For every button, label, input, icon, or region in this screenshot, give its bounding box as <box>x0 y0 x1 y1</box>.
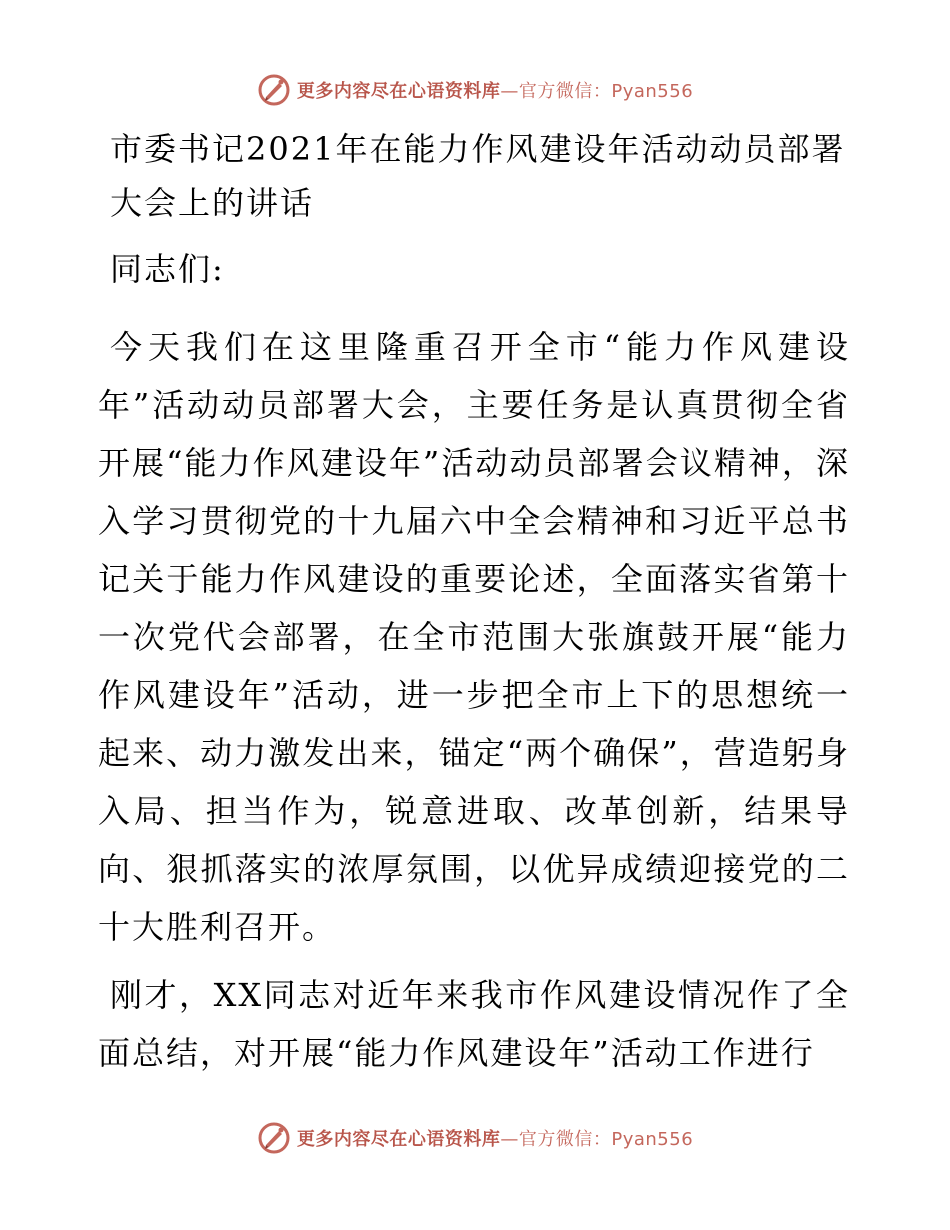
watermark-wechat-label: 官方微信： <box>518 1129 612 1150</box>
watermark-wechat-label: 官方微信： <box>518 81 612 102</box>
watermark-dash: — <box>500 81 519 102</box>
watermark-text <box>297 1125 693 1151</box>
document-body <box>98 122 850 1092</box>
watermark-wechat-id: Pyan556 <box>611 1129 694 1150</box>
paragraph-1: 今天我们在这里隆重召开全市“能力作风建设年”活动动员部署大会，主要任务是认真贯彻全省开展“能力作风建设年”活动动员部署会议精神，深入学习贯彻党的十九届六中全会精神和习近平总书记关于能力作风建设的重要论述，全面落实省第十一次党代会部署，在全市范围大张旗鼓开展“能力作风建设年”活动，进一步把全市上下的思想统一起来、动力激发出来，锚定“两个确保”，营造躬身入局、担当作为，锐意进取、改革创新，结果导向、狠抓落实的浓厚氛围，以优异成绩迎接党的二十大胜利召开。 <box>98 328 850 946</box>
watermark-dash: — <box>500 1129 519 1150</box>
watermark-wechat-id: Pyan556 <box>611 81 694 102</box>
header-watermark-banner <box>0 70 950 110</box>
document-title: 市委书记2021年在能力作风建设年活动动员部署大会上的讲话 <box>110 130 846 222</box>
paragraph-2: 刚才，XX同志对近年来我市作风建设情况作了全面总结，对开展“能力作风建设年”活动工作进行 <box>98 976 850 1072</box>
watermark-site-text: 更多内容尽在心语资料库 <box>296 1129 501 1150</box>
watermark-text <box>297 77 693 103</box>
feather-pen-logo-icon <box>257 73 291 107</box>
document-greeting: 同志们: <box>110 250 225 288</box>
feather-pen-logo-icon <box>257 1121 291 1155</box>
footer-watermark-banner <box>0 1118 950 1158</box>
watermark-site-text: 更多内容尽在心语资料库 <box>296 81 501 102</box>
